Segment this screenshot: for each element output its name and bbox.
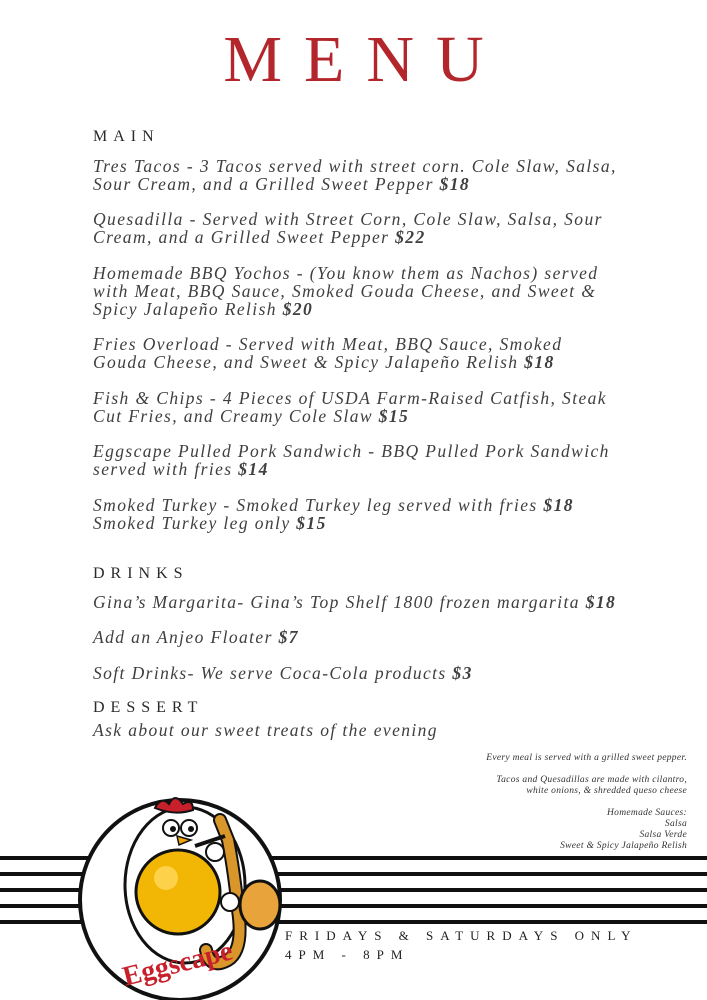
glove-icon xyxy=(206,843,224,861)
item-line: Spicy Jalapeño Relish $20 xyxy=(93,299,314,319)
item-price: $20 xyxy=(282,299,314,319)
note-line: Every meal is served with a grilled sweet pepper. xyxy=(486,753,687,763)
item-line: Homemade BBQ Yochos - (You know them as Nachos) served xyxy=(93,263,599,283)
item-line: Tres Tacos - 3 Tacos served with street corn. Cole Slaw, Salsa, xyxy=(93,156,617,176)
sauce-item: Salsa Verde xyxy=(639,830,687,840)
item-line: Quesadilla - Served with Street Corn, Cole Slaw, Salsa, Sour xyxy=(93,209,603,229)
item-line: Smoked Turkey leg only $15 xyxy=(93,513,327,533)
item-line: Sour Cream, and a Grilled Sweet Pepper $18 xyxy=(93,174,471,194)
footer-hours: 4PM - 8PM xyxy=(285,947,410,962)
yolk-icon xyxy=(136,850,220,934)
note-line: white onions, & shredded queso cheese xyxy=(526,786,687,796)
item-line: with Meat, BBQ Sauce, Smoked Gouda Cheese, and Sweet & xyxy=(93,281,597,301)
item-price: $18 xyxy=(524,352,555,372)
item-price: $22 xyxy=(395,227,426,247)
item-price: $15 xyxy=(378,406,410,426)
menu-item-bbq-yochos xyxy=(93,264,653,318)
item-line: Gouda Cheese, and Sweet & Spicy Jalapeño Relish $18 xyxy=(93,352,555,372)
menu-item-fries-overload xyxy=(93,335,653,371)
logo-wordmark: Eggscape xyxy=(119,935,236,993)
menu-item-smoked-turkey xyxy=(93,496,653,532)
drink-item-floater: Add an Anjeo Floater $7 xyxy=(93,627,299,647)
item-line: Cream, and a Grilled Sweet Pepper $22 xyxy=(93,227,426,247)
glove-icon xyxy=(221,893,239,911)
item-price: $15 xyxy=(296,513,327,533)
dessert-text: Ask about our sweet treats of the evening xyxy=(93,720,438,740)
eggscape-logo xyxy=(70,780,290,1000)
item-line: Cut Fries, and Creamy Cole Slaw $15 xyxy=(93,406,410,426)
drink-item-soft-drinks: Soft Drinks- We serve Coca-Cola products $3 xyxy=(93,663,473,683)
item-price: $18 xyxy=(585,592,617,612)
sauces-title: Homemade Sauces: xyxy=(607,808,687,818)
menu-item-pulled-pork xyxy=(93,442,653,478)
item-price: $18 xyxy=(439,174,471,194)
menu-item-fish-chips xyxy=(93,389,653,425)
item-line: Fish & Chips - 4 Pieces of USDA Farm-Raised Catfish, Steak xyxy=(93,388,607,408)
sauce-item: Sweet & Spicy Jalapeño Relish xyxy=(560,841,687,851)
note-line: Tacos and Quesadillas are made with cilantro, xyxy=(496,775,687,785)
notes-block xyxy=(486,753,687,852)
saxophone-bell-icon xyxy=(240,881,280,929)
menu-item-quesadilla xyxy=(93,210,653,246)
menu-title: MENU xyxy=(223,23,506,96)
item-price: $14 xyxy=(238,459,269,479)
sauce-item: Salsa xyxy=(664,819,687,829)
section-heading-drinks: DRINKS xyxy=(93,565,189,582)
item-line: Smoked Turkey - Smoked Turkey leg served with fries $18 xyxy=(93,495,574,515)
item-price: $3 xyxy=(452,663,473,683)
section-heading-main: MAIN xyxy=(93,128,160,145)
item-line: served with fries $14 xyxy=(93,459,269,479)
item-price: $18 xyxy=(543,495,574,515)
item-line: Fries Overload - Served with Meat, BBQ Sauce, Smoked xyxy=(93,334,563,354)
item-price: $7 xyxy=(278,627,299,647)
section-heading-dessert: DESSERT xyxy=(93,699,204,716)
menu-item-tres-tacos xyxy=(93,157,653,193)
item-line: Eggscape Pulled Pork Sandwich - BBQ Pulled Pork Sandwich xyxy=(93,441,610,461)
drink-item-margarita: Gina’s Margarita- Gina’s Top Shelf 1800 frozen margarita $18 xyxy=(93,592,617,612)
footer-days: FRIDAYS & SATURDAYS ONLY xyxy=(285,928,638,943)
